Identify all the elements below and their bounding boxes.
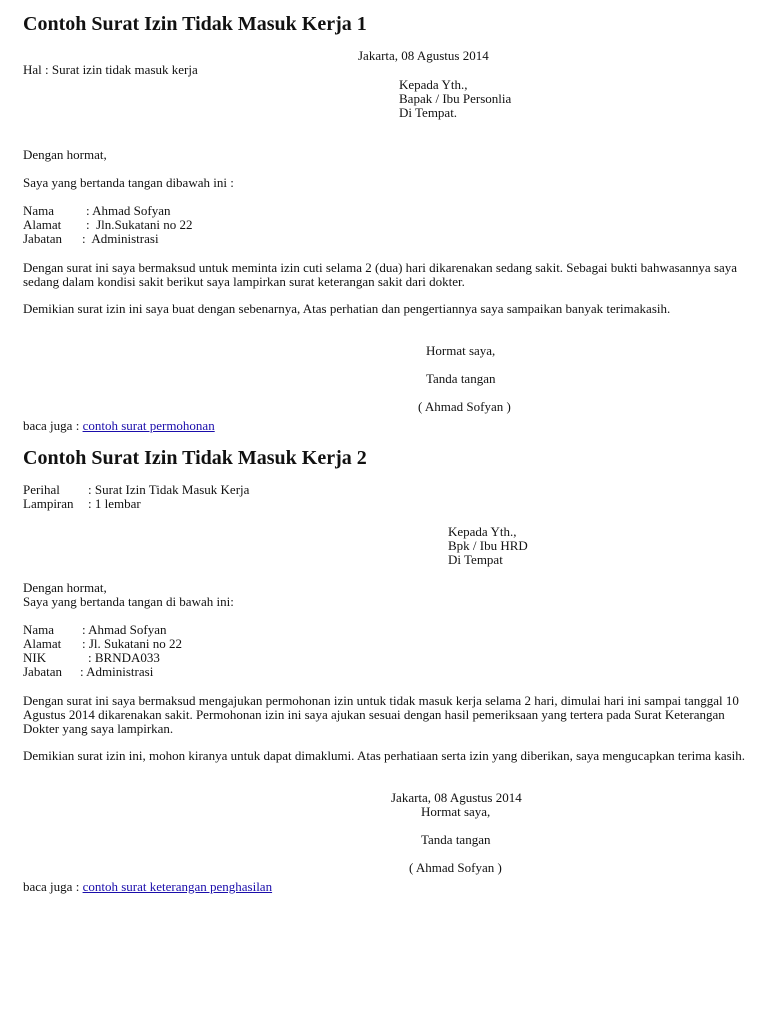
letter2-signature: Tanda tangan	[421, 832, 491, 847]
letter2-place-date: Jakarta, 08 Agustus 2014	[391, 790, 522, 805]
letter2-title: Contoh Surat Izin Tidak Masuk Kerja 2	[23, 447, 367, 469]
letter1-body-paragraph: Dengan surat ini saya bermaksud untuk meminta izin cuti selama 2 (dua) hari dikarenakan sedang sakit. Sebagai bukti bahwasannya saya sedang dalam kondisi sakit berikut saya lampirkan surat keterangan sakit dari dokter.	[23, 260, 738, 289]
letter1-signer: ( Ahmad Sofyan )	[418, 399, 511, 414]
see-also-prefix: baca juga :	[23, 879, 80, 894]
letter2-identity-label: Nama	[23, 622, 55, 637]
letter2-meta-value: : 1 lembar	[88, 496, 141, 511]
letter1-identity-value: : Administrasi	[82, 231, 159, 246]
letter2-identity-label: NIK	[23, 650, 47, 665]
see-also-link[interactable]: contoh surat permohonan	[82, 418, 215, 433]
see-also-link[interactable]: contoh surat keterangan penghasilan	[82, 879, 273, 894]
letter2-recipient-line: Di Tempat	[448, 552, 503, 567]
letter2-identity-value: : Jl. Sukatani no 22	[82, 636, 183, 651]
letter2-greeting: Dengan hormat,	[23, 580, 107, 595]
letter2-closing: Hormat saya,	[421, 804, 491, 819]
letter2-body-paragraph: Dengan surat ini saya bermaksud mengajukan permohonan izin untuk tidak masuk kerja selama 2 hari, dimulai hari ini sampai tanggal 10 Agustus 2014 dikarenakan sakit. Permohonan izin ini saya ajukan sesuai dengan hasil pemeriksaan yang tertera pada Surat Keterangan Dokter yang saya lampirkan.	[23, 693, 739, 736]
letter1-identity-label: Jabatan	[23, 231, 62, 246]
letter1-signature: Tanda tangan	[426, 371, 496, 386]
letter1-subject: Hal : Surat izin tidak masuk kerja	[23, 62, 198, 77]
letter2-body-paragraph: Demikian surat izin ini, mohon kiranya untuk dapat dimaklumi. Atas perhatiaan serta izin yang diberikan, saya mengucapkan terima kasih.	[23, 748, 746, 763]
letter2-identity-value: : Ahmad Sofyan	[82, 622, 167, 637]
letter1-intro: Saya yang bertanda tangan dibawah ini :	[23, 175, 234, 190]
letter2-signer: ( Ahmad Sofyan )	[409, 860, 502, 875]
letter1-identity-value: : Ahmad Sofyan	[86, 203, 171, 218]
letter1-identity-label: Alamat	[23, 217, 62, 232]
letter1-recipient-line: Bapak / Ibu Personlia	[399, 91, 512, 106]
letter1-greeting: Dengan hormat,	[23, 147, 107, 162]
letter1-identity-value: : Jln.Sukatani no 22	[86, 217, 193, 232]
letter2-meta-label: Perihal	[23, 482, 60, 497]
letter2-identity-value: : BRNDA033	[88, 650, 160, 665]
letter1-identity-label: Nama	[23, 203, 55, 218]
letter1-closing: Hormat saya,	[426, 343, 496, 358]
letter2-identity-value: : Administrasi	[80, 664, 154, 679]
letter2-intro: Saya yang bertanda tangan di bawah ini:	[23, 594, 234, 609]
letter1-title: Contoh Surat Izin Tidak Masuk Kerja 1	[23, 13, 367, 35]
letter2-recipient-line: Kepada Yth.,	[448, 524, 517, 539]
letter1-recipient-line: Kepada Yth.,	[399, 77, 468, 92]
letter2-recipient-line: Bpk / Ibu HRD	[448, 538, 528, 553]
letter2-meta-label: Lampiran	[23, 496, 74, 511]
letter1-recipient-line: Di Tempat.	[399, 105, 458, 120]
letter2-see-also	[23, 880, 272, 894]
letter2-identity-label: Alamat	[23, 636, 62, 651]
letter2-identity-label: Jabatan	[23, 664, 62, 679]
letter1-see-also	[23, 419, 215, 433]
see-also-prefix: baca juga :	[23, 418, 80, 433]
letter1-body-paragraph: Demikian surat izin ini saya buat dengan sebenarnya, Atas perhatian dan pengertiannya saya sampaikan banyak terimakasih.	[23, 301, 671, 316]
letter1-place-date: Jakarta, 08 Agustus 2014	[358, 48, 489, 63]
letter2-meta-value: : Surat Izin Tidak Masuk Kerja	[88, 482, 250, 497]
